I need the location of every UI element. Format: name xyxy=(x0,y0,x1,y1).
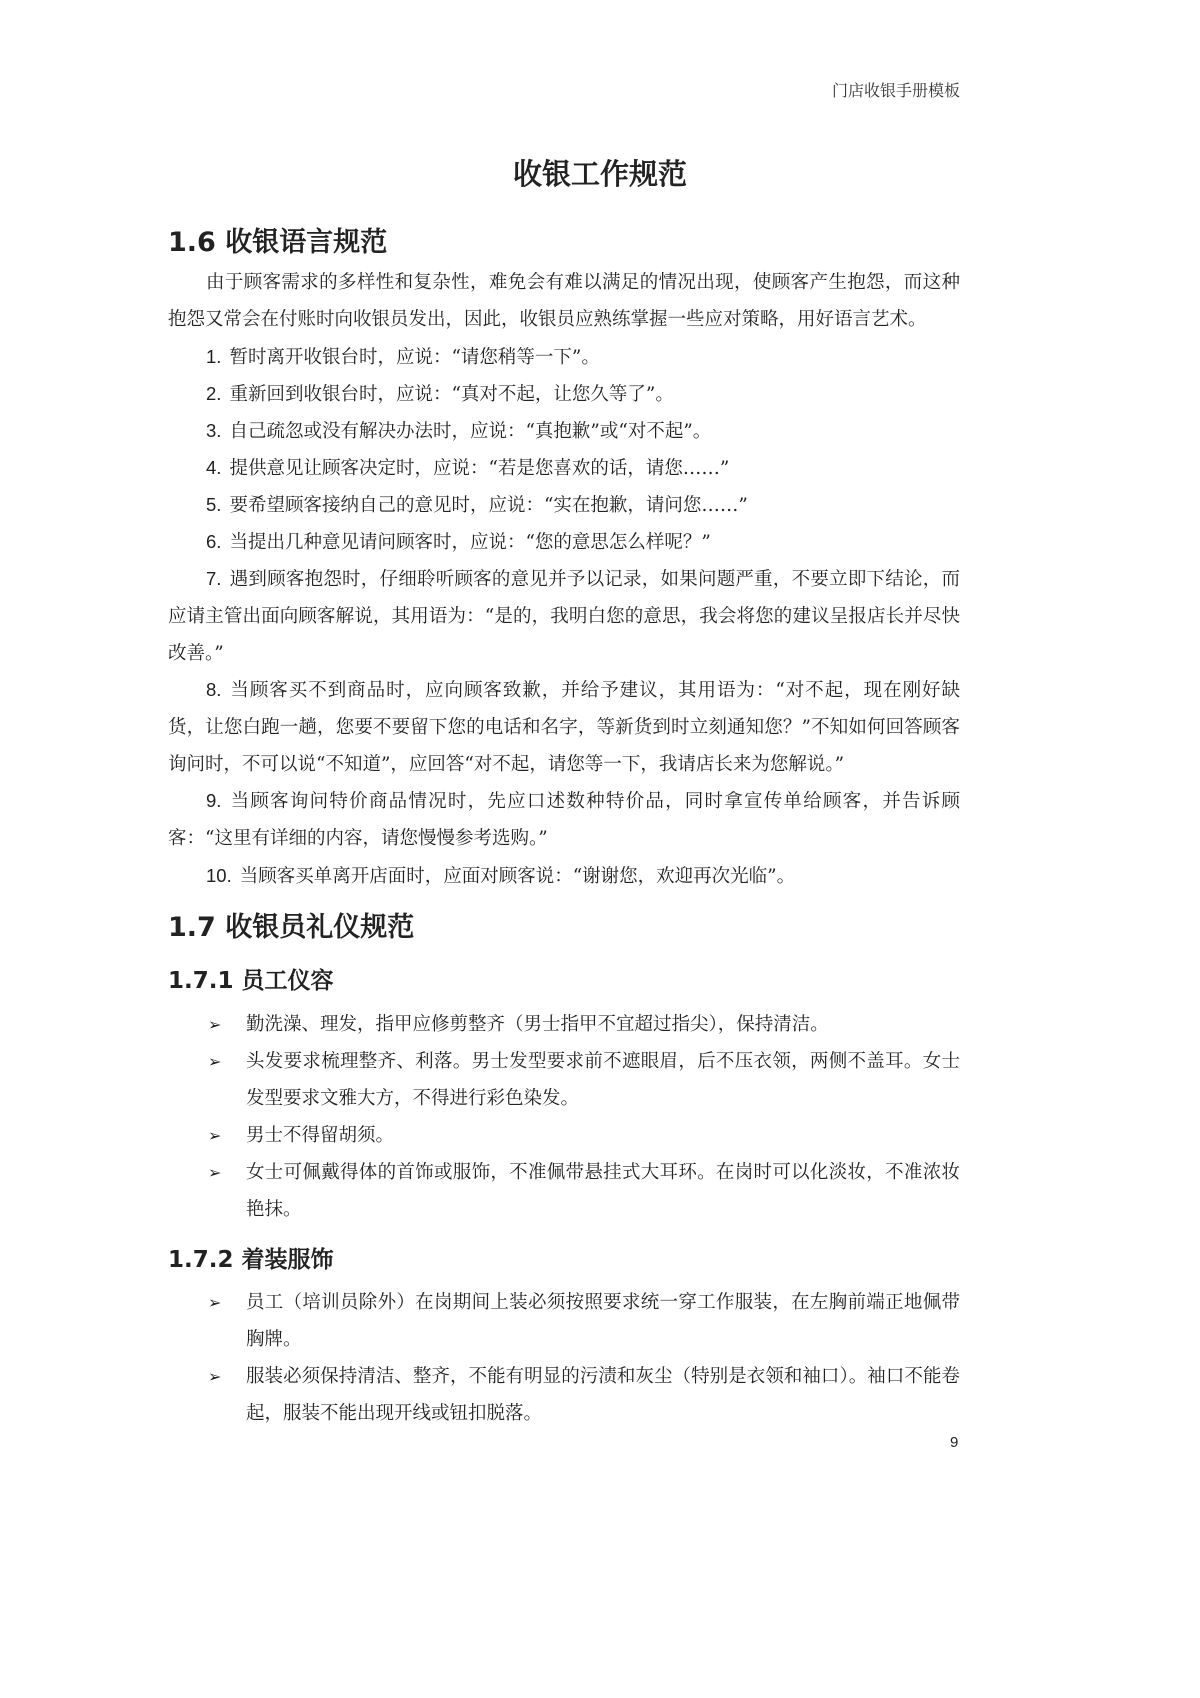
list-item: 3. 自己疏忽或没有解决办法时，应说：“真抱歉”或“对不起”。 xyxy=(206,420,712,442)
bullet-item: ➢ 男士不得留胡须。 xyxy=(208,1117,960,1154)
bullet-item: ➢ 女士可佩戴得体的首饰或服饰，不准佩带悬挂式大耳环。在岗时可以化淡妆，不准浓妆艳抹。 xyxy=(208,1154,960,1228)
list-item: 9. 当顾客询问特价商品情况时，先应口述数种特价品，同时拿宣传单给顾客，并告诉顾客：“这里有详细的内容，请您慢慢参考选购。” xyxy=(168,790,960,849)
bullet-item: ➢ 员工（培训员除外）在岗期间上装必须按照要求统一穿工作服装，在左胸前端正地佩带胸牌。 xyxy=(208,1284,960,1358)
page-title: 收银工作规范 xyxy=(512,157,687,191)
subsection-heading-1-7-1: 1.7.1 员工仪容 xyxy=(168,968,334,994)
bullet-item: ➢ 头发要求梳理整齐、利落。男士发型要求前不遮眼眉，后不压衣领，两侧不盖耳。女士发型要求文雅大方，不得进行彩色染发。 xyxy=(208,1043,960,1117)
list-item: 2. 重新回到收银台时，应说：“真对不起，让您久等了”。 xyxy=(206,383,674,405)
list-item: 4. 提供意见让顾客决定时，应说：“若是您喜欢的话，请您……” xyxy=(206,457,730,479)
list-item: 6. 当提出几种意见请问顾客时，应说：“您的意思怎么样呢？” xyxy=(206,531,711,553)
arrow-bullet-icon: ➢ xyxy=(208,1367,222,1386)
section-heading-1-7: 1.7 收银员礼仪规范 xyxy=(168,912,415,943)
arrow-bullet-icon: ➢ xyxy=(208,1015,222,1034)
arrow-bullet-icon: ➢ xyxy=(208,1163,222,1182)
list-item: 8. 当顾客买不到商品时，应向顾客致歉，并给予建议，其用语为：“对不起，现在刚好缺货，让您白跑一趟，您要不要留下您的电话和名字，等新货到时立刻通知您？”不知如何回答顾客询问时，不可以说“不知道”，应回答“对不起，请您等一下，我请店长来为您解说。” xyxy=(168,679,960,775)
arrow-bullet-icon: ➢ xyxy=(208,1126,222,1145)
bullet-item: ➢ 勤洗澡、理发，指甲应修剪整齐（男士指甲不宜超过指尖），保持清洁。 xyxy=(208,1006,960,1043)
subsection-heading-1-7-2: 1.7.2 着装服饰 xyxy=(168,1247,334,1273)
arrow-bullet-icon: ➢ xyxy=(208,1052,222,1071)
list-item: 1. 暂时离开收银台时，应说：“请您稍等一下”。 xyxy=(206,346,600,368)
intro-paragraph: 由于顾客需求的多样性和复杂性，难免会有难以满足的情况出现，使顾客产生抱怨，而这种抱怨又常会在付账时向收银员发出，因此，收银员应熟练掌握一些应对策略，用好语言艺术。 xyxy=(168,272,960,330)
arrow-bullet-icon: ➢ xyxy=(208,1293,222,1312)
bullet-item: ➢ 服装必须保持清洁、整齐，不能有明显的污渍和灰尘（特别是衣领和袖口）。袖口不能卷起，服装不能出现开线或钮扣脱落。 xyxy=(208,1358,960,1432)
list-item: 7. 遇到顾客抱怨时，仔细聆听顾客的意见并予以记录，如果问题严重，不要立即下结论，而应请主管出面向顾客解说，其用语为：“是的，我明白您的意思，我会将您的建议呈报店长并尽快改善。” xyxy=(168,568,960,664)
section-heading-1-6: 1.6 收银语言规范 xyxy=(168,227,388,258)
list-item: 5. 要希望顾客接纳自己的意见时，应说：“实在抱歉，请问您……” xyxy=(206,494,748,516)
page-number: 9 xyxy=(950,1434,959,1451)
list-item: 10. 当顾客买单离开店面时，应面对顾客说：“谢谢您，欢迎再次光临”。 xyxy=(206,865,796,887)
running-header: 门店收银手册模板 xyxy=(831,81,960,100)
